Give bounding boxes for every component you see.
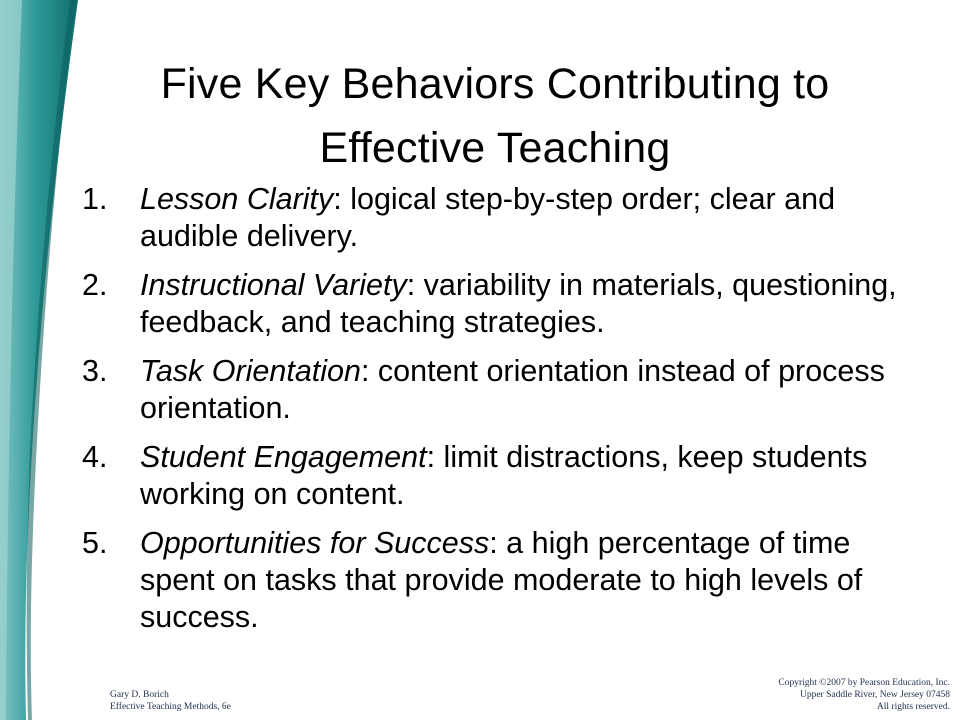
item-description: limit distractions, keep students working on content.	[140, 440, 868, 511]
list-item	[82, 353, 932, 427]
footer-author-block	[110, 689, 231, 713]
item-description: a high percentage of time spent on tasks that provide moderate to high levels of success.	[140, 526, 863, 634]
item-description: logical step-by-step order; clear and audible delivery.	[140, 182, 836, 253]
slide-title	[80, 52, 910, 180]
item-number: 2.	[82, 268, 108, 302]
title-line-2: Effective Teaching	[319, 124, 671, 172]
footer-rights-line: All rights reserved.	[876, 702, 950, 712]
item-separator: :	[406, 268, 416, 302]
behavior-list	[82, 181, 932, 648]
footer-author: Gary D. Borich	[110, 690, 169, 700]
item-separator: :	[360, 354, 370, 388]
item-term: Lesson Clarity	[140, 182, 334, 216]
title-line-1: Five Key Behaviors Contributing to	[160, 60, 830, 108]
footer-copyright-block	[778, 677, 950, 713]
footer-address-line: Upper Saddle River, New Jersey 07458	[799, 690, 950, 700]
item-term: Task Orientation	[140, 354, 361, 388]
item-separator: :	[426, 440, 436, 474]
item-number: 4.	[82, 440, 108, 474]
footer-copyright-line: Copyright ©2007 by Pearson Education, Inc.	[778, 678, 950, 688]
item-separator: :	[333, 182, 342, 216]
list-item	[82, 181, 932, 255]
item-term: Student Engagement	[140, 440, 427, 474]
item-separator: :	[489, 526, 498, 560]
list-item	[82, 525, 932, 636]
item-term: Opportunities for Success	[140, 526, 490, 560]
item-description: content orientation instead of process orientation.	[140, 354, 885, 425]
item-term: Instructional Variety	[140, 268, 407, 302]
item-number: 1.	[82, 182, 108, 216]
list-item	[82, 439, 932, 513]
item-number: 3.	[82, 354, 108, 388]
footer-book: Effective Teaching Methods, 6e	[110, 702, 231, 712]
list-item	[82, 267, 932, 341]
item-description: variability in materials, questioning, feedback, and teaching strategies.	[140, 268, 897, 339]
item-number: 5.	[82, 526, 108, 560]
